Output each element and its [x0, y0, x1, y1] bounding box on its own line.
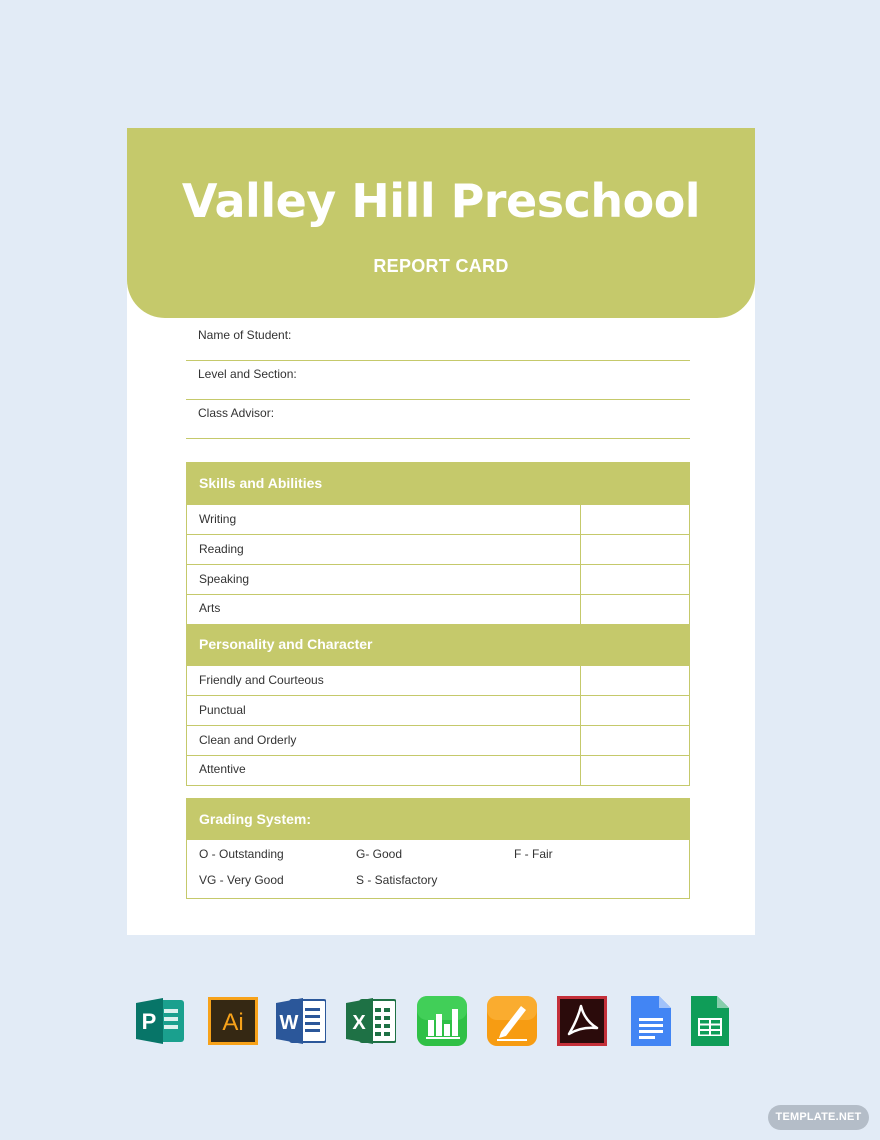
skill-reading-label: Reading	[199, 542, 244, 556]
grading-legend	[187, 840, 689, 898]
skill-arts-grade-cell[interactable]	[580, 595, 690, 624]
class-advisor-field[interactable]	[186, 400, 690, 439]
google-docs-icon[interactable]	[627, 996, 677, 1046]
word-icon[interactable]	[276, 996, 326, 1046]
table-row	[187, 665, 689, 695]
table-row	[187, 695, 689, 725]
table-row	[187, 594, 689, 624]
report-card-header	[127, 128, 755, 318]
numbers-icon[interactable]	[417, 996, 467, 1046]
illustrator-icon[interactable]	[208, 996, 258, 1046]
skill-writing-label: Writing	[199, 512, 237, 526]
grade-very-good: VG - Very Good	[199, 873, 284, 887]
publisher-letter: P	[141, 1009, 157, 1034]
google-sheets-icon[interactable]	[689, 996, 739, 1046]
pages-icon[interactable]	[487, 996, 537, 1046]
acrobat-pdf-icon[interactable]	[557, 996, 607, 1046]
skills-table	[186, 462, 690, 625]
excel-icon[interactable]	[346, 996, 396, 1046]
personality-heading: Personality and Character	[187, 624, 689, 665]
report-card-subtitle: REPORT CARD	[373, 256, 509, 276]
publisher-icon[interactable]	[136, 996, 186, 1046]
grade-satisfactory: S - Satisfactory	[356, 873, 438, 887]
trait-friendly-label: Friendly and Courteous	[199, 673, 324, 687]
excel-letter: X	[352, 1012, 366, 1034]
trait-clean-grade-cell[interactable]	[580, 726, 690, 755]
class-advisor-label: Class Advisor:	[198, 406, 275, 420]
grading-system-table	[186, 798, 690, 899]
student-name-field[interactable]	[186, 322, 690, 361]
student-name-label: Name of Student:	[198, 328, 292, 342]
illustrator-letters: Ai	[222, 1009, 244, 1036]
grade-outstanding: O - Outstanding	[199, 847, 284, 861]
level-section-field[interactable]	[186, 361, 690, 400]
skill-speaking-label: Speaking	[199, 572, 250, 586]
trait-punctual-grade-cell[interactable]	[580, 696, 690, 725]
table-row	[187, 534, 689, 564]
trait-friendly-grade-cell[interactable]	[580, 666, 690, 695]
skill-speaking-grade-cell[interactable]	[580, 565, 690, 594]
personality-table	[186, 624, 690, 786]
trait-clean-label: Clean and Orderly	[199, 733, 297, 747]
level-section-label: Level and Section:	[198, 367, 297, 381]
grade-good: G- Good	[356, 847, 403, 861]
school-name: Valley Hill Preschool	[181, 174, 701, 228]
grading-heading: Grading System:	[187, 799, 689, 840]
table-row	[187, 504, 689, 534]
table-row	[187, 564, 689, 594]
table-row	[187, 755, 689, 785]
trait-attentive-label: Attentive	[199, 762, 246, 776]
table-row	[187, 725, 689, 755]
skills-heading: Skills and Abilities	[187, 463, 689, 504]
template-net-badge[interactable]: TEMPLATE.NET	[768, 1105, 869, 1130]
grade-fair: F - Fair	[514, 847, 553, 861]
skill-reading-grade-cell[interactable]	[580, 535, 690, 564]
skill-arts-label: Arts	[199, 601, 221, 615]
trait-attentive-grade-cell[interactable]	[580, 756, 690, 785]
skill-writing-grade-cell[interactable]	[580, 505, 690, 534]
trait-punctual-label: Punctual	[199, 703, 246, 717]
word-letter: W	[279, 1012, 299, 1034]
report-card-document	[127, 128, 755, 935]
app-format-icons	[136, 996, 736, 1050]
